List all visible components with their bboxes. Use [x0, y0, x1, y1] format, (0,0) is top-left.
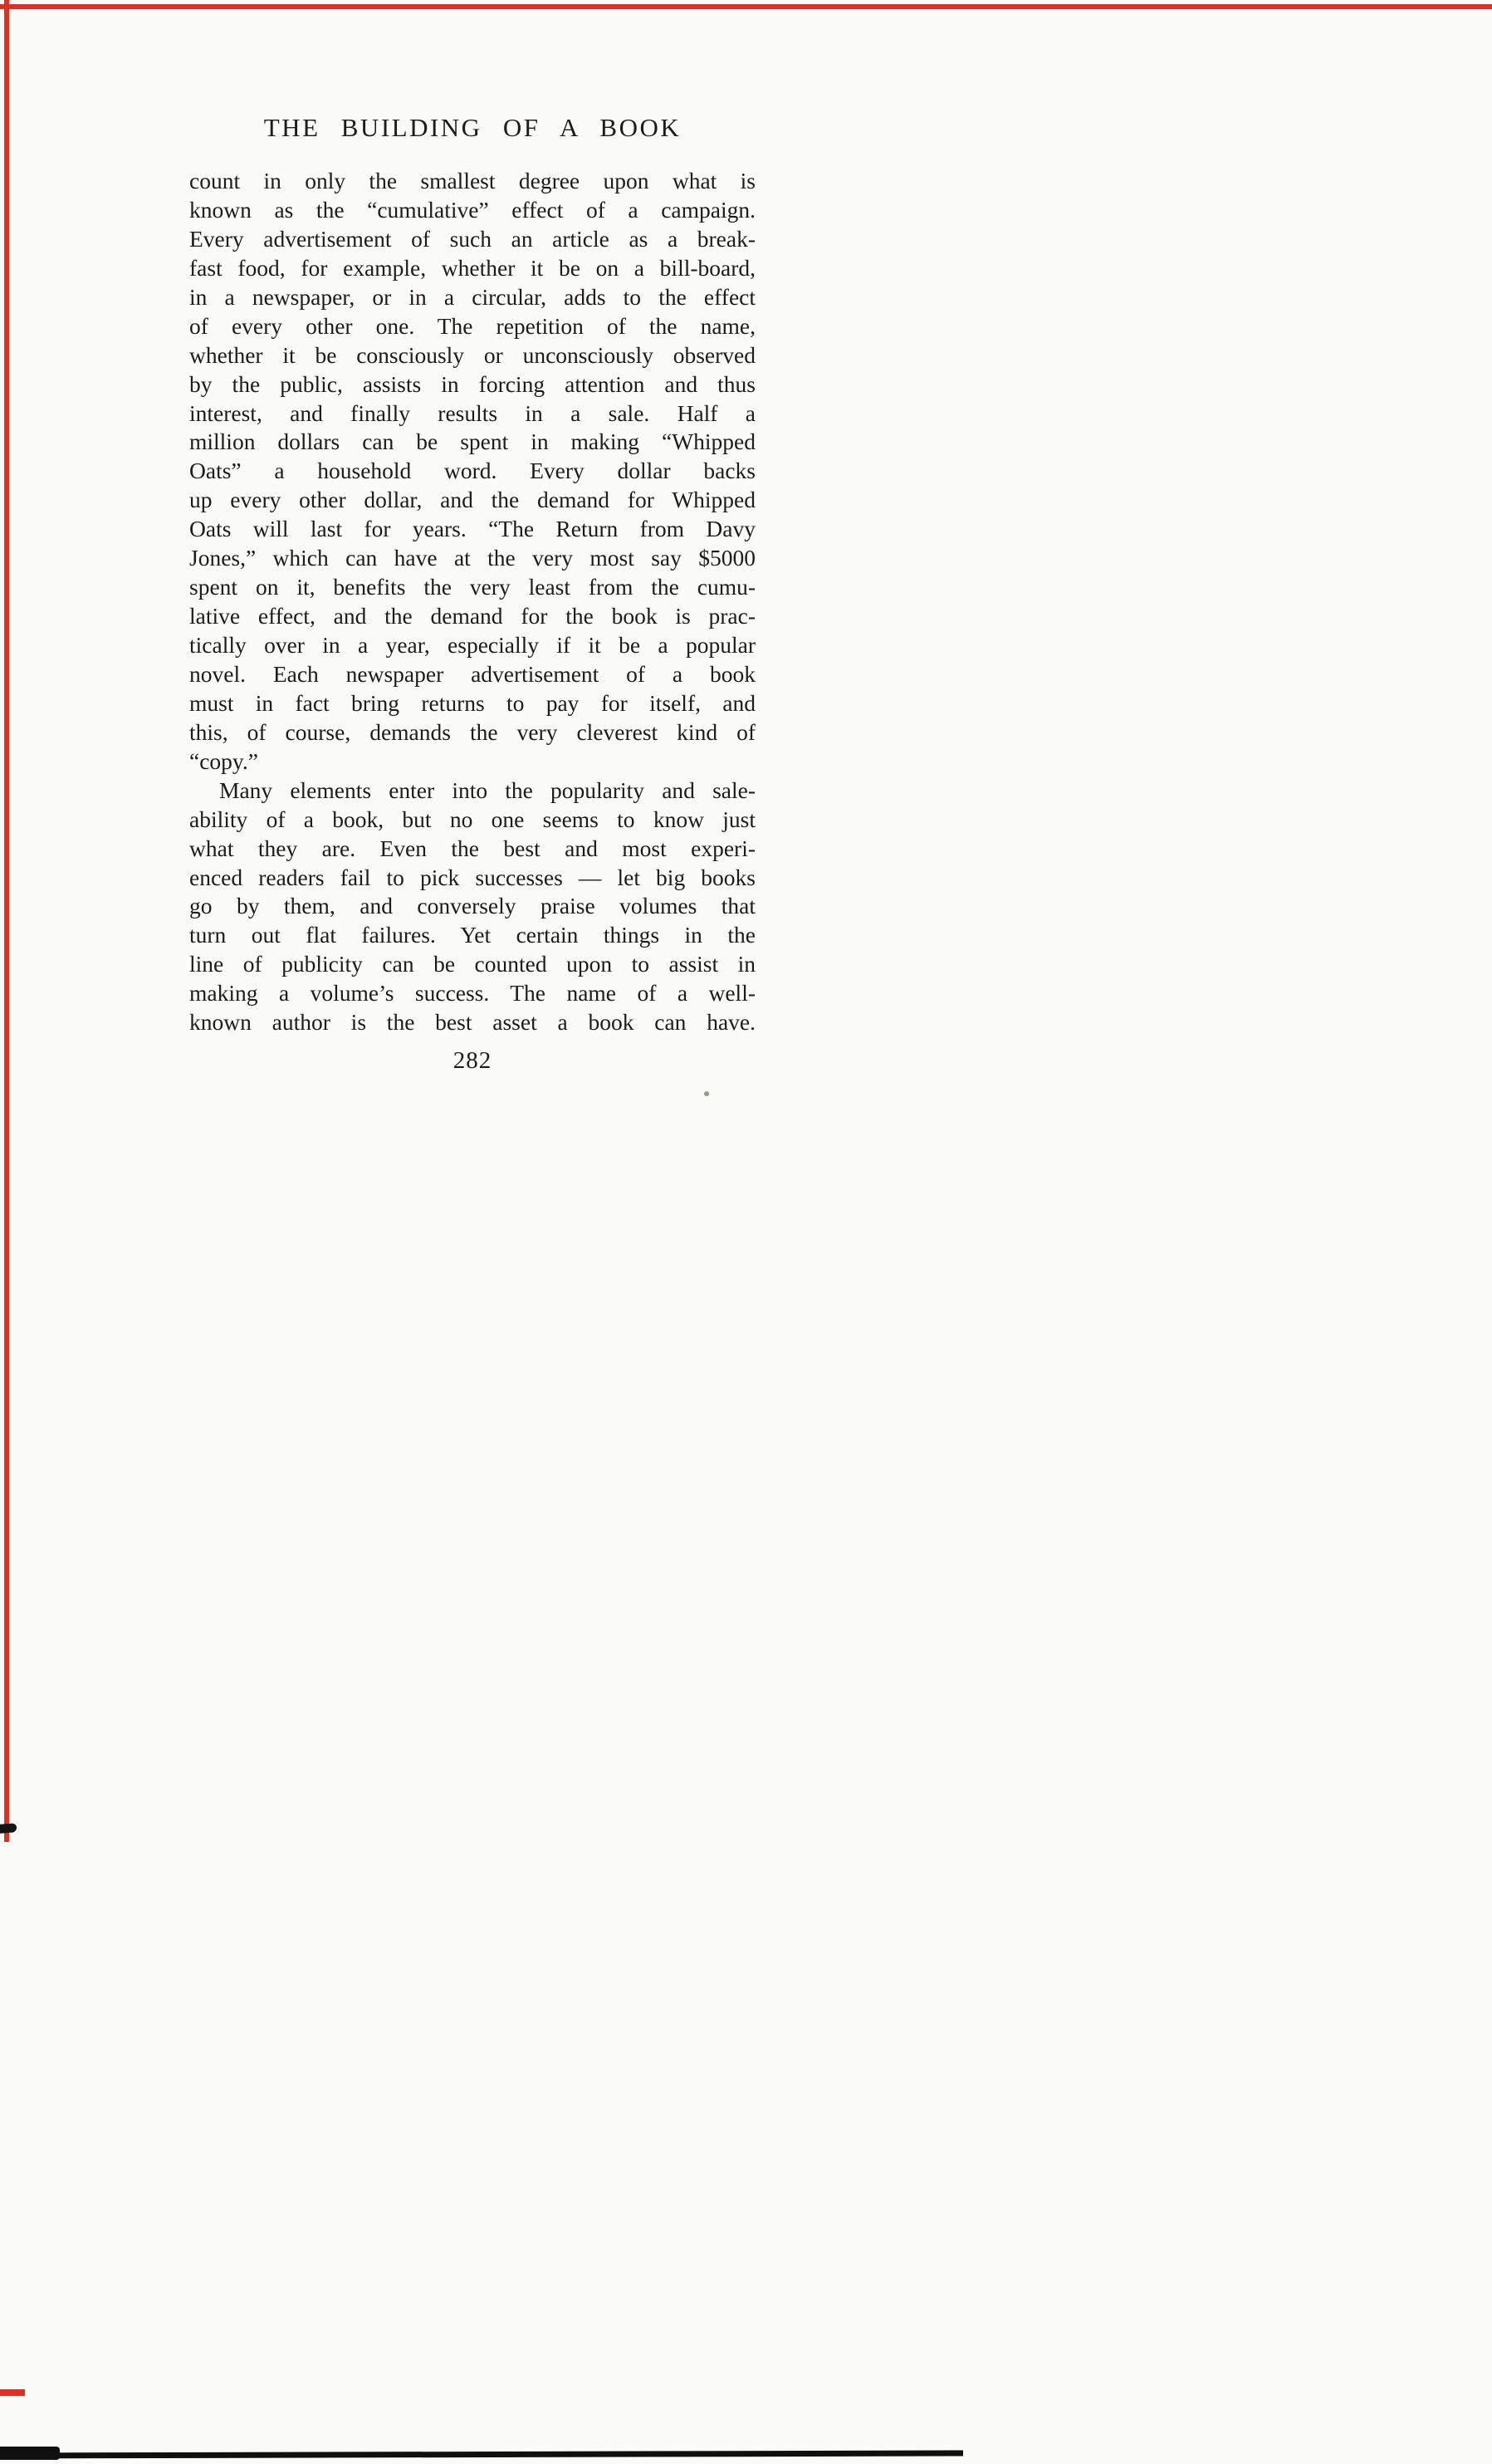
- text-line: Oats” a household word. Every dollar backs: [189, 458, 756, 484]
- text-line: Every advertisement of such an article as a break-: [189, 225, 756, 252]
- text-line: up every other dollar, and the demand for Whipped: [189, 487, 756, 513]
- text-line: turn out flat failures. Yet certain things in the: [189, 922, 756, 948]
- text-line: ability of a book, but no one seems to know just: [189, 806, 756, 832]
- scan-artifact-speck: [704, 1091, 709, 1096]
- text-line: spent on it, benefits the very least from the cumu-: [189, 574, 756, 600]
- text-line: in a newspaper, or in a circular, adds to the effect: [189, 283, 756, 310]
- text-line: what they are. Even the best and most experi-: [189, 835, 756, 861]
- text-line: Many elements enter into the popularity and sale-: [219, 776, 756, 803]
- text-line: “copy.”: [189, 747, 258, 774]
- text-line: count in only the smallest degree upon what is: [189, 168, 756, 193]
- text-line: million dollars can be spent in making “Whipped: [189, 429, 756, 455]
- scan-artifact-left-black-mark: [0, 1823, 17, 1833]
- text-line: novel. Each newspaper advertisement of a book: [189, 660, 756, 687]
- text-line: line of publicity can be counted upon to assist in: [189, 951, 756, 977]
- text-line: by the public, assists in forcing attention and thus: [189, 370, 756, 397]
- page-number: 282: [452, 1047, 492, 1074]
- text-line: enced readers fail to pick successes — let big books: [189, 864, 756, 890]
- text-line: Jones,” which can have at the very most say $5000: [189, 545, 756, 571]
- text-line: known as the “cumulative” effect of a campaign.: [189, 196, 756, 223]
- running-header: THE BUILDING OF A BOOK: [263, 113, 682, 142]
- text-line: Oats will last for years. “The Return from Davy: [189, 516, 756, 542]
- text-line: whether it be consciously or unconsciously observed: [189, 341, 756, 368]
- text-line: lative effect, and the demand for the book is prac-: [189, 603, 756, 629]
- scan-artifact-left-red-tick: [0, 2389, 25, 2396]
- text-line: this, of course, demands the very cleverest kind of: [189, 718, 756, 745]
- text-line: making a volume’s success. The name of a well-: [189, 980, 756, 1007]
- text-line: tically over in a year, especially if it be a popular: [189, 632, 756, 658]
- scan-artifact-left-red-line: [4, 0, 9, 1842]
- text-line: fast food, for example, whether it be on a bill-board,: [189, 254, 756, 281]
- scan-artifact-bottom-black-line: [0, 2450, 963, 2458]
- page-body: [189, 167, 756, 1037]
- scan-artifact-top-red-line: [0, 4, 1492, 9]
- text-line: interest, and finally results in a sale. Half a: [189, 399, 756, 426]
- text-line: must in fact bring returns to pay for itself, and: [189, 689, 756, 716]
- text-line: known author is the best asset a book can have.: [189, 1009, 756, 1036]
- text-line: of every other one. The repetition of the name,: [189, 312, 756, 339]
- text-line: go by them, and conversely praise volumes that: [189, 893, 756, 919]
